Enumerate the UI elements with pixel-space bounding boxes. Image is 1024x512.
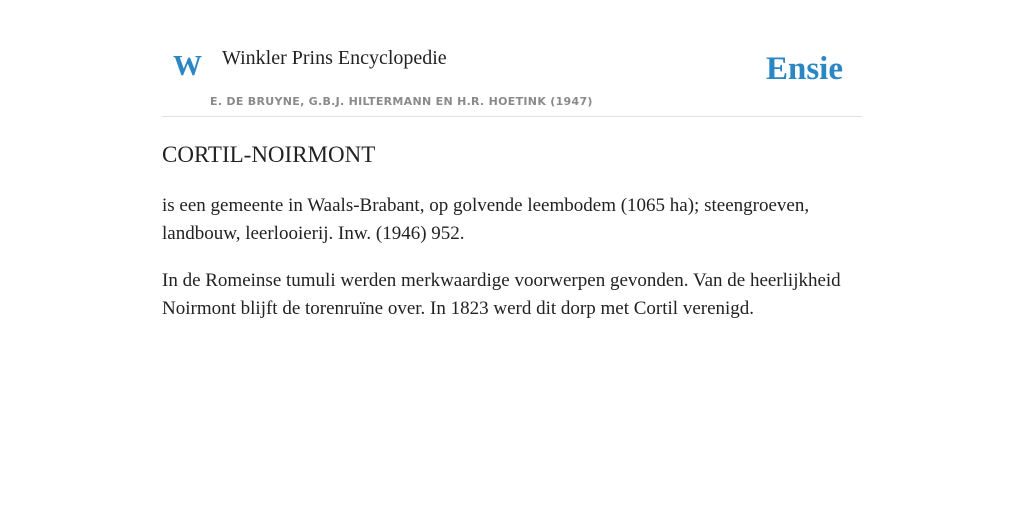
article-paragraph: In de Romeinse tumuli werden merkwaardige voorwerpen gevonden. Van de heerlijkheid Noirmont blijft de torenruïne over. In 1823 werd dit dorp met Cortil verenigd. — [162, 270, 841, 319]
publication-logo-icon: W — [173, 50, 202, 82]
publication-title[interactable]: Winkler Prins Encyclopedie — [222, 47, 447, 69]
publication-authors: E. DE BRUYNE, G.B.J. HILTERMANN EN H.R. HOETINK (1947) — [210, 95, 593, 108]
ensie-logo-link[interactable]: Ensie — [765, 51, 843, 87]
header — [162, 40, 862, 117]
article-title: CORTIL-NOIRMONT — [162, 142, 376, 167]
article — [162, 140, 862, 342]
article-paragraph: is een gemeente in Waals-Brabant, op golvende leembodem (1065 ha); steengroeven, landbouw, leerlooierij. Inw. (1946) 952. — [162, 195, 810, 244]
